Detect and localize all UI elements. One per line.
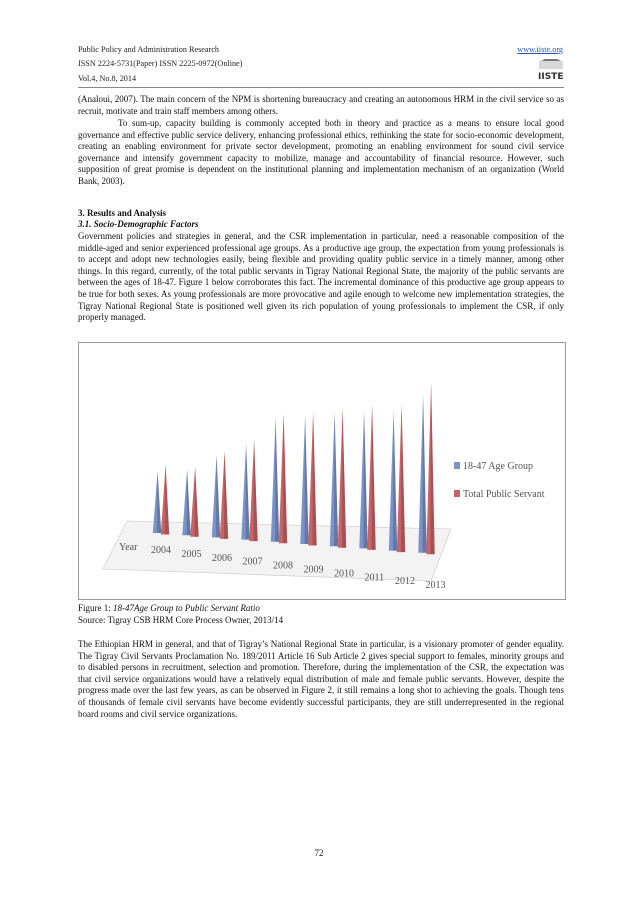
journal-name: Public Policy and Administration Research [78, 45, 219, 54]
legend-swatch [454, 462, 460, 469]
journal-volume: Vol.4, No.8, 2014 [78, 74, 137, 83]
paragraph-gender [78, 639, 564, 720]
chart-canvas [79, 343, 565, 599]
journal-issn: ISSN 2224-5731(Paper) ISSN 2225-0972(Online) [78, 59, 243, 68]
chart-cone-shade-0-2005 [187, 469, 191, 535]
logo-text: IISTE [538, 72, 564, 82]
figure-caption-prefix: Figure 1: [78, 603, 113, 613]
chart-cone-shade-0-2010 [334, 412, 338, 546]
chart-cone-shade-1-2012 [401, 404, 405, 552]
legend-label: Total Public Servant [463, 489, 545, 500]
x-tick-label: 2006 [212, 552, 232, 564]
paragraph-demographics [78, 231, 564, 324]
chart-cone-shade-0-2012 [393, 411, 397, 551]
paragraph-text: The Ethiopian HRM in general, and that of Tigray’s National Regional State in particular, is a visionary promoter of gender equality. The Tigray Civil Servants Proclamation No. 189/2011 Article 16 Sub Article 2 gives special support to females, minority groups and to disabled persons in recruitment, selection and promotion. Therefore, during the implementation of the CSR, the expectation was that civil service organizations would have a relatively equal distribution of male and female public servants. However, despite the progress made over the last few years, as can be observed in Figure 2, it still remains a long shot to achieving the goals. Though tens of thousands of female civil servants have become evidently successful participants, they are still underrepresented in the regional board rooms and civil service organizations. [78, 639, 564, 719]
chart-cone-shade-0-2009 [305, 416, 309, 544]
iiste-logo [537, 58, 565, 82]
chart-cone-shade-1-2006 [224, 451, 228, 539]
x-tick-label: 2012 [395, 576, 415, 588]
x-axis-label: Year [119, 542, 138, 553]
x-tick-label: 2005 [181, 548, 202, 560]
x-tick-label: 2013 [425, 580, 446, 592]
paragraph-text: Government policies and strategies in general, and the CSR implementation in particular, need a reasonable composition of the middle-aged and senior experienced professional age groups. As a productive age group, the expectation from young professionals is to accept and adopt new technologies easily, being flexible and providing quality public service in a timely manner, among other things. In this regard, currently, of the total public servants in Tigray National Regional State, the majority of the public servants are between the ages of 18-47. Figure 1 below corroborates this fact. The incremental dominance of this productive age group appears to be true for both sexes. As young professionals are more provocative and agile enough to welcome new implementation strategies, the Tigray National Regional State is positioned well given its rich population of young professionals to implement the CSR, if only properly managed. [78, 231, 564, 323]
chart-cone-shade-1-2007 [254, 439, 258, 541]
journal-url-link[interactable]: www.iiste.org [517, 45, 563, 54]
chart-cone-shade-0-2004 [157, 471, 161, 533]
paragraph-text: (Analoui, 2007). The main concern of the NPM is shortening bureaucracy and creating an autonomous HRM in the civil service so as recruit, motivate and train staff members among others. [78, 94, 564, 116]
x-tick-label: 2004 [151, 545, 171, 556]
legend-swatch [454, 490, 460, 497]
header-rule [78, 87, 564, 88]
chart-cone-shade-0-2011 [364, 410, 368, 548]
paragraph-summary [78, 118, 564, 188]
x-tick-label: 2009 [303, 564, 324, 576]
chart-cone-shade-1-2004 [165, 465, 169, 535]
chart-cone-shade-0-2006 [216, 455, 220, 537]
chart-cone-shade-1-2011 [372, 404, 376, 550]
figure-caption [78, 603, 260, 613]
chart-cone-shade-0-2013 [423, 395, 427, 553]
chart-cone-shade-0-2008 [275, 418, 279, 542]
chart-cone-shade-1-2005 [195, 467, 199, 537]
chart-cone-shade-1-2008 [283, 413, 287, 543]
subsection-heading: 3.1. Socio-Demographic Factors [78, 219, 199, 229]
paragraph-text: To sum-up, capacity building is commonly accepted both in theory and practice as a means to ensure local good governance and effective public service delivery, enhancing professional ethics, rethinking the state for socio-economic development, creating an enabling environment for private sector development, promoting an enabling environment for sound civil service governance and intensify government capacity to mobilize, manage and accountability of financial resource. However, such supposition of great promise is dependent on the institutional planning and implementation mechanism of an organization (World Bank, 2003). [78, 118, 564, 186]
x-tick-label: 2008 [273, 560, 293, 572]
paragraph-intro [78, 94, 564, 117]
figure-1-chart [78, 342, 566, 600]
page-number: 72 [314, 848, 324, 858]
chart-cone-shade-1-2009 [313, 412, 317, 546]
x-tick-label: 2010 [334, 568, 354, 580]
x-tick-label: 2011 [364, 572, 385, 584]
chart-cone-shade-1-2010 [342, 408, 346, 548]
legend-label: 18-47 Age Group [463, 461, 533, 472]
x-tick-label: 2007 [242, 556, 263, 568]
chart-cone-shade-1-2013 [431, 382, 435, 554]
figure-caption-title: 18-47Age Group to Public Servant Ratio [113, 603, 260, 613]
chart-cone-shade-0-2007 [246, 444, 250, 540]
figure-source: Source: Tigray CSB HRM Core Process Owner, 2013/14 [78, 615, 284, 625]
section-heading: 3. Results and Analysis [78, 208, 167, 218]
